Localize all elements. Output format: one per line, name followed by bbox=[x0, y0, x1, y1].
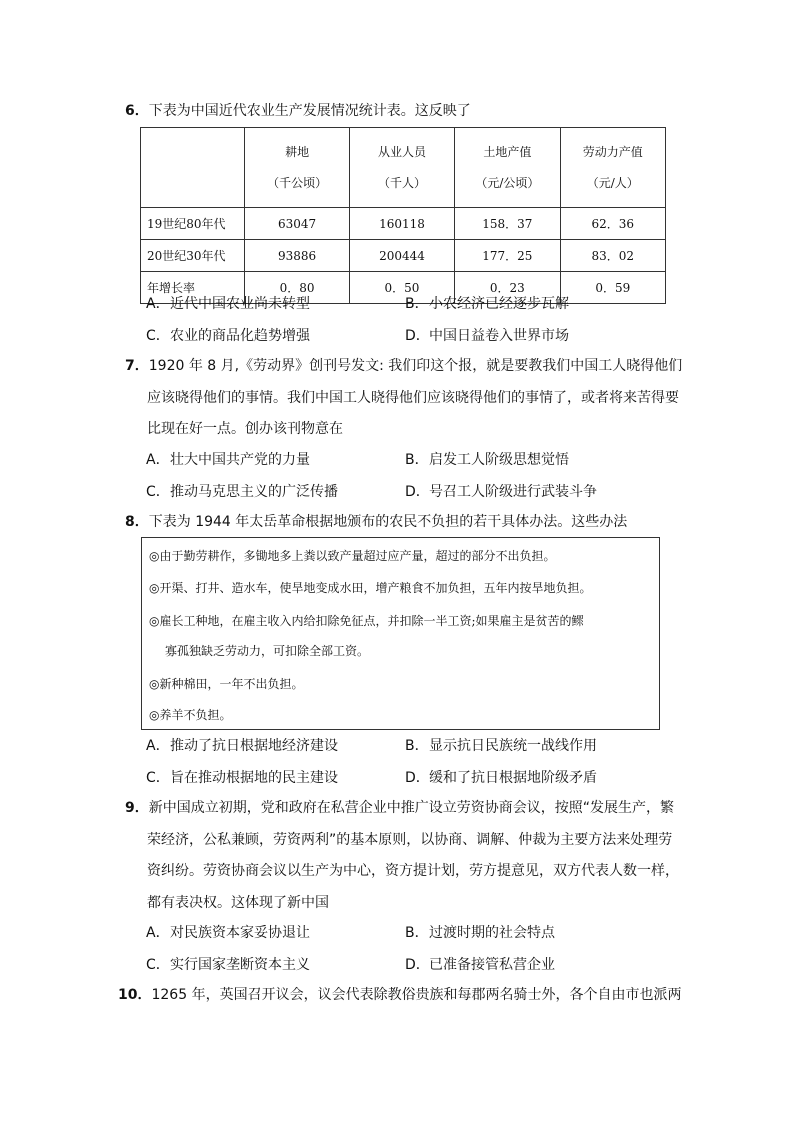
policy-line: ◎雇长工种地，在雇主收入内给扣除免征点，并扣除一半工资;如果雇主是贫苦的鳏 bbox=[149, 614, 584, 628]
table-cell: 0．23 bbox=[455, 272, 560, 304]
table-cell: 0．59 bbox=[560, 272, 665, 304]
option-a[interactable]: A．壮大中国共产党的力量 bbox=[146, 452, 310, 468]
table-cell: 83．02 bbox=[560, 240, 665, 272]
policy-line: ◎养羊不负担。 bbox=[149, 708, 232, 722]
table-cell: 0．50 bbox=[349, 272, 454, 304]
table-cell: 0．80 bbox=[245, 272, 349, 304]
option-b[interactable]: B．启发工人阶级思想觉悟 bbox=[405, 452, 569, 468]
row-label: 19世纪80年代 bbox=[141, 208, 245, 240]
option-c[interactable]: C．实行国家垄断资本主义 bbox=[146, 956, 310, 973]
question-10-stem: 10．1265 年，英国召开议会，议会代表除教俗贵族和每郡两名骑士外，各个自由市也派两 bbox=[118, 987, 682, 1003]
table-cell: 158．37 bbox=[455, 208, 560, 240]
option-a[interactable]: A．对民族资本家妥协退让 bbox=[146, 925, 310, 941]
table-header-row bbox=[141, 128, 666, 208]
question-number: 9． bbox=[125, 800, 149, 816]
agriculture-stats-table bbox=[140, 127, 666, 304]
question-7-stem: 7．1920 年 8 月,《劳动界》创刊号发文: 我们印这个报，就是要教我们中国工人晓得他们 应该晓得他们的事情。我们中国工人晓得他们应该晓得他们的事情了，或者将来苦得要 比现在好一点。创办该刊物意在 bbox=[125, 358, 683, 437]
option-d[interactable]: D．中国日益卷入世界市场 bbox=[405, 327, 569, 344]
policy-line: ◎新种棉田，一年不出负担。 bbox=[149, 677, 304, 691]
question-9-options bbox=[146, 918, 686, 981]
option-a[interactable]: A．推动了抗日根据地经济建设 bbox=[146, 738, 338, 754]
policy-line: ◎开渠、打井、造水车，使旱地变成水田，增产粮食不加负担，五年内按旱地负担。 bbox=[149, 581, 592, 595]
table-cell: 63047 bbox=[245, 208, 349, 240]
table-header-cell: 劳动力产值 （元/人） bbox=[560, 128, 665, 208]
option-b[interactable]: B．过渡时期的社会特点 bbox=[405, 925, 555, 941]
question-number: 8． bbox=[125, 514, 149, 530]
question-8-options bbox=[146, 731, 686, 794]
table-row bbox=[141, 240, 666, 272]
table-cell: 160118 bbox=[349, 208, 454, 240]
question-9-stem: 9．新中国成立初期，党和政府在私营企业中推广设立劳资协商会议，按照“发展生产，繁 荣经济，公私兼顾，劳资两利”的基本原则，以协商、调解、仲裁为主要方法来处理劳 资纠纷。劳资协商会议以生产为中心，资方提计划，劳方提意见，双方代表人数一样， 都有表决权。这体现了新中国 bbox=[125, 800, 679, 911]
table-cell: 62．36 bbox=[560, 208, 665, 240]
policy-box bbox=[141, 537, 660, 730]
table-header-cell: 土地产值 （元/公顷） bbox=[455, 128, 560, 208]
question-6-options bbox=[146, 289, 686, 352]
option-d[interactable]: D．缓和了抗日根据地阶级矛盾 bbox=[405, 769, 597, 786]
policy-line: ◎由于勤劳耕作，多锄地多上粪以致产量超过应产量，超过的部分不出负担。 bbox=[149, 549, 556, 563]
row-label: 20世纪30年代 bbox=[141, 240, 245, 272]
option-b[interactable]: B．显示抗日民族统一战线作用 bbox=[405, 738, 597, 754]
table-header-cell: 从业人员 （千人） bbox=[349, 128, 454, 208]
option-c[interactable]: C．旨在推动根据地的民主建设 bbox=[146, 769, 338, 786]
table-header-cell: 耕地 （千公顷） bbox=[245, 128, 349, 208]
option-c[interactable]: C．推动马克思主义的广泛传播 bbox=[146, 483, 338, 500]
question-text: 下表为 1944 年太岳革命根据地颁布的农民不负担的若干具体办法。这些办法 bbox=[148, 514, 628, 530]
option-b[interactable]: B．小农经济已经逐步瓦解 bbox=[405, 296, 569, 312]
table-cell: 200444 bbox=[349, 240, 454, 272]
question-text: 下表为中国近代农业生产发展情况统计表。这反映了 bbox=[148, 103, 471, 119]
question-6-stem bbox=[125, 96, 705, 128]
option-d[interactable]: D．号召工人阶级进行武装斗争 bbox=[405, 483, 597, 500]
option-c[interactable]: C．农业的商品化趋势增强 bbox=[146, 327, 310, 344]
policy-line: 寡孤独缺乏劳动力，可扣除全部工资。 bbox=[165, 644, 370, 658]
question-7-options bbox=[146, 445, 686, 508]
question-8-stem bbox=[125, 507, 705, 539]
option-a[interactable]: A．近代中国农业尚未转型 bbox=[146, 296, 310, 312]
table-row bbox=[141, 208, 666, 240]
table-cell: 177．25 bbox=[455, 240, 560, 272]
row-label: 年增长率 bbox=[141, 272, 245, 304]
question-number: 10． bbox=[118, 987, 152, 1003]
question-number: 6． bbox=[125, 103, 149, 119]
question-number: 7． bbox=[125, 358, 149, 374]
option-d[interactable]: D．已准备接管私营企业 bbox=[405, 956, 555, 973]
table-corner-cell bbox=[141, 128, 245, 208]
table-cell: 93886 bbox=[245, 240, 349, 272]
